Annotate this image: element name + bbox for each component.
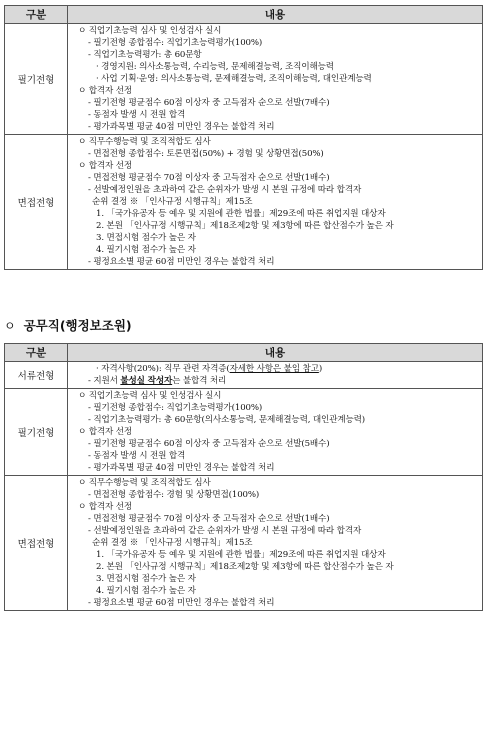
text-line: - 동점자 발생 시 전원 합격 <box>88 451 186 461</box>
text-line: - 필기전형 평균점수 60점 이상자 중 고득점자 순으로 선발(5배수) <box>88 439 330 449</box>
text-line: - 선발예정인원을 초과하여 같은 순위자가 발생 시 본원 규정에 따라 합격자 <box>88 185 362 195</box>
text-line: - 평가과목별 평균 40점 미만인 경우는 불합격 처리 <box>88 463 275 473</box>
text-line: - 면접전형 평균점수 70점 이상자 중 고득점자 순으로 선발(1배수) <box>88 514 330 524</box>
text-line: ㅇ 직업기초능력 심사 및 인성검사 실시 <box>78 26 222 36</box>
text-line: ㅇ 합격자 선정 <box>78 161 133 171</box>
section-bullet: ㅇ <box>4 319 16 333</box>
header-content: 내용 <box>68 6 483 24</box>
table-row <box>5 476 483 611</box>
fail-post: 는 불합격 처리 <box>172 376 227 386</box>
table-header-row <box>5 6 483 24</box>
text-line: - 면접전형 종합점수: 토론면접(50%) + 경험 및 상황면접(50%) <box>88 149 324 159</box>
text-line: 2. 본원 「인사규정 시행규칙」제18조제2항 및 제3항에 따른 합산점수가 높은 자 <box>96 221 394 231</box>
qual-underlined: 자세한 사항은 붙임 참고 <box>229 364 319 374</box>
table-header-row <box>5 344 483 362</box>
qual-pre: · 자격사항(20%): 직무 관련 자격증( <box>96 364 230 374</box>
row-content <box>68 135 483 270</box>
row-content <box>68 389 483 476</box>
text-line: ㅇ 합격자 선정 <box>78 502 133 512</box>
text-line: ㅇ 직업기초능력 심사 및 인성검사 실시 <box>78 391 222 401</box>
selection-table-1 <box>4 5 483 270</box>
row-category: 필기전형 <box>5 389 68 476</box>
header-category: 구분 <box>5 6 68 24</box>
row-content <box>68 24 483 135</box>
table-row <box>5 24 483 135</box>
selection-table-2 <box>4 343 483 611</box>
row-category: 면접전형 <box>5 476 68 611</box>
text-line: - 평정요소별 평균 60점 미만인 경우는 불합격 처리 <box>88 257 275 267</box>
row-content <box>68 362 483 389</box>
text-line: 4. 필기시험 점수가 높은 자 <box>96 586 196 596</box>
text-line: · 사업 기획·운영: 의사소통능력, 문제해결능력, 조직이해능력, 대인관계능력 <box>96 74 372 84</box>
text-line: - 평정요소별 평균 60점 미만인 경우는 불합격 처리 <box>88 598 275 608</box>
text-line: - 면접전형 종합점수: 경험 및 상황면접(100%) <box>88 490 260 500</box>
text-line-qualification <box>74 363 482 375</box>
text-line: - 직업기초능력평가: 총 60문항 <box>88 50 202 60</box>
table-row <box>5 362 483 389</box>
section-heading <box>4 316 132 334</box>
text-line: - 필기전형 종합점수: 직업기초능력평가(100%) <box>88 38 263 48</box>
text-line: - 필기전형 종합점수: 직업기초능력평가(100%) <box>88 403 263 413</box>
qual-post: ) <box>318 364 323 374</box>
text-line: 순위 결정 ※ 「인사규정 시행규칙」제15조 <box>92 197 253 207</box>
text-line: 1. 「국가유공자 등 예우 및 지원에 관한 법률」제29조에 따른 취업지원 대상자 <box>96 550 386 560</box>
section-title: 공무직(행정보조원) <box>23 318 132 333</box>
text-line: - 선발예정인원을 초과하여 같은 순위자가 발생 시 본원 규정에 따라 합격자 <box>88 526 362 536</box>
text-line: 순위 결정 ※ 「인사규정 시행규칙」제15조 <box>92 538 253 548</box>
row-content <box>68 476 483 611</box>
text-line: 2. 본원 「인사규정 시행규칙」제18조제2항 및 제3항에 따른 합산점수가 높은 자 <box>96 562 394 572</box>
text-line: ㅇ 합격자 선정 <box>78 86 133 96</box>
text-line: 3. 면접시험 점수가 높은 자 <box>96 574 196 584</box>
header-content: 내용 <box>68 344 483 362</box>
row-category: 서류전형 <box>5 362 68 389</box>
text-line: ㅇ 합격자 선정 <box>78 427 133 437</box>
text-line-fail <box>74 375 482 387</box>
text-line: 1. 「국가유공자 등 예우 및 지원에 관한 법률」제29조에 따른 취업지원 대상자 <box>96 209 386 219</box>
text-line: - 필기전형 평균점수 60점 이상자 중 고득점자 순으로 선발(7배수) <box>88 98 330 108</box>
row-category: 필기전형 <box>5 24 68 135</box>
fail-bold: 불성실 작성자 <box>120 376 173 386</box>
header-category: 구분 <box>5 344 68 362</box>
fail-pre: - 지원서 <box>88 376 121 386</box>
text-line: ㅇ 직무수행능력 및 조직적합도 심사 <box>78 478 211 488</box>
text-line: - 면접전형 평균점수 70점 이상자 중 고득점자 순으로 선발(1배수) <box>88 173 330 183</box>
text-line: ㅇ 직무수행능력 및 조직적합도 심사 <box>78 137 211 147</box>
text-line: - 동점자 발생 시 전원 합격 <box>88 110 186 120</box>
table-row <box>5 135 483 270</box>
text-line: - 직업기초능력평가: 총 60문항(의사소통능력, 문제해결능력, 대인관계능력) <box>88 415 366 425</box>
text-line: · 경영지원: 의사소통능력, 수리능력, 문제해결능력, 조직이해능력 <box>96 62 334 72</box>
row-category: 면접전형 <box>5 135 68 270</box>
text-line: 4. 필기시험 점수가 높은 자 <box>96 245 196 255</box>
text-line: 3. 면접시험 점수가 높은 자 <box>96 233 196 243</box>
table-row <box>5 389 483 476</box>
text-line: - 평가과목별 평균 40점 미만인 경우는 불합격 처리 <box>88 122 275 132</box>
